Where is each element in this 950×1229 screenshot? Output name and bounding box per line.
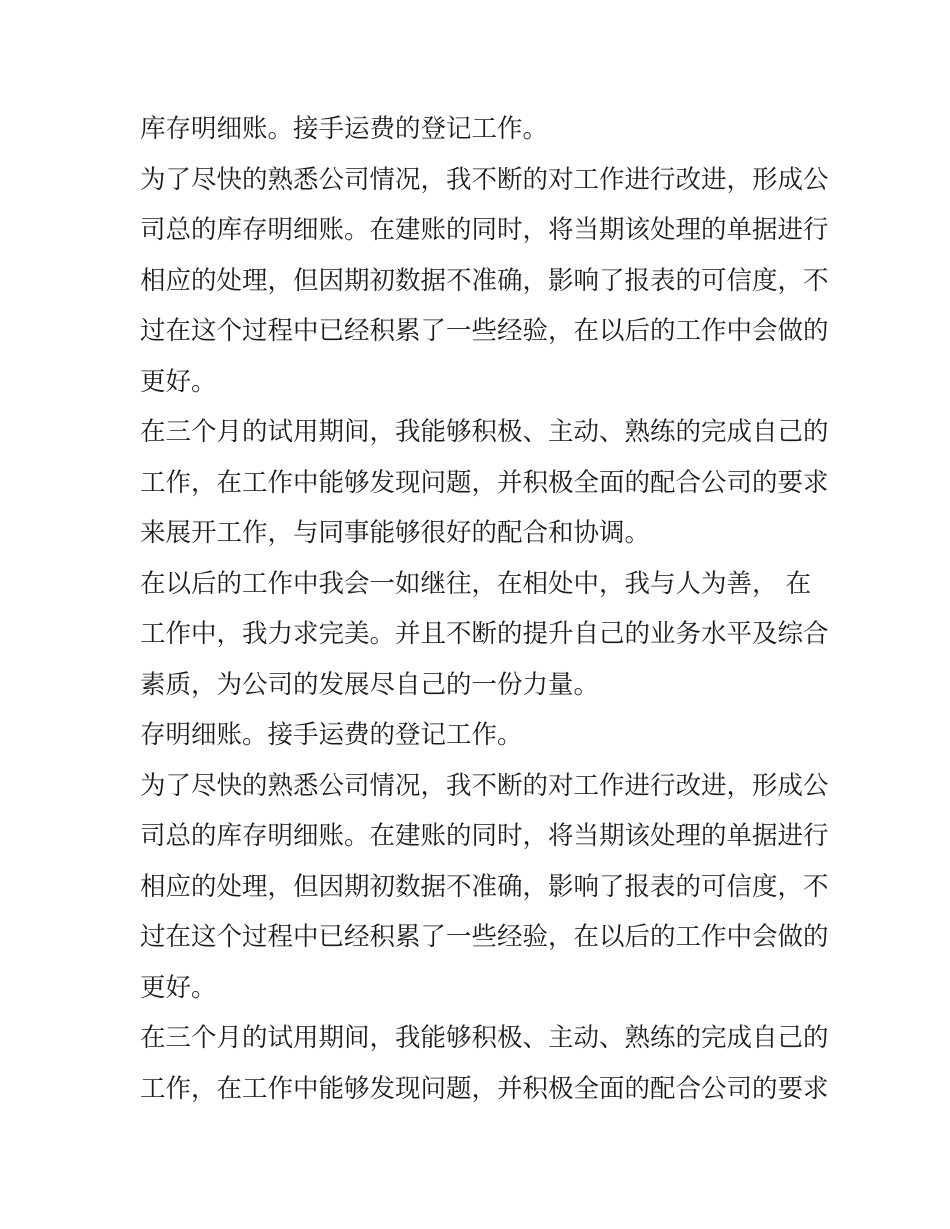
text-line: 存明细账。接手运费的登记工作。 <box>140 720 523 750</box>
text-line: 司总的库存明细账。在建账的同时，将当期该处理的单据进行 <box>140 821 829 851</box>
text-line: 相应的处理，但因期初数据不准确，影响了报表的可信度，不 <box>140 266 829 296</box>
text-line: 为了尽快的熟悉公司情况，我不断的对工作进行改进，形成公 <box>140 771 829 801</box>
text-line: 司总的库存明细账。在建账的同时，将当期该处理的单据进行 <box>140 215 829 245</box>
text-line: 库存明细账。接手运费的登记工作。 <box>140 114 549 144</box>
text-line: 更好。 <box>140 367 217 397</box>
text-line: 在三个月的试用期间，我能够积极、主动、熟练的完成自己的 <box>140 417 829 447</box>
text-line: 过在这个过程中已经积累了一些经验，在以后的工作中会做的 <box>140 316 829 346</box>
text-line: 过在这个过程中已经积累了一些经验，在以后的工作中会做的 <box>140 922 829 952</box>
text-line: 工作，在工作中能够发现问题，并积极全面的配合公司的要求 <box>140 468 829 498</box>
text-line: 在三个月的试用期间，我能够积极、主动、熟练的完成自己的 <box>140 1023 829 1053</box>
text-line: 相应的处理，但因期初数据不准确，影响了报表的可信度，不 <box>140 872 829 902</box>
text-line: 工作，在工作中能够发现问题，并积极全面的配合公司的要求 <box>140 1074 829 1104</box>
text-line: 素质，为公司的发展尽自己的一份力量。 <box>140 670 600 700</box>
text-line: 工作中，我力求完美。并且不断的提升自己的业务水平及综合 <box>140 619 829 649</box>
text-line: 更好。 <box>140 973 217 1003</box>
text-line: 为了尽快的熟悉公司情况，我不断的对工作进行改进，形成公 <box>140 165 829 195</box>
text-line: 在以后的工作中我会一如继往，在相处中，我与人为善， 在 <box>140 569 812 599</box>
text-line: 来展开工作，与同事能够很好的配合和协调。 <box>140 518 651 548</box>
